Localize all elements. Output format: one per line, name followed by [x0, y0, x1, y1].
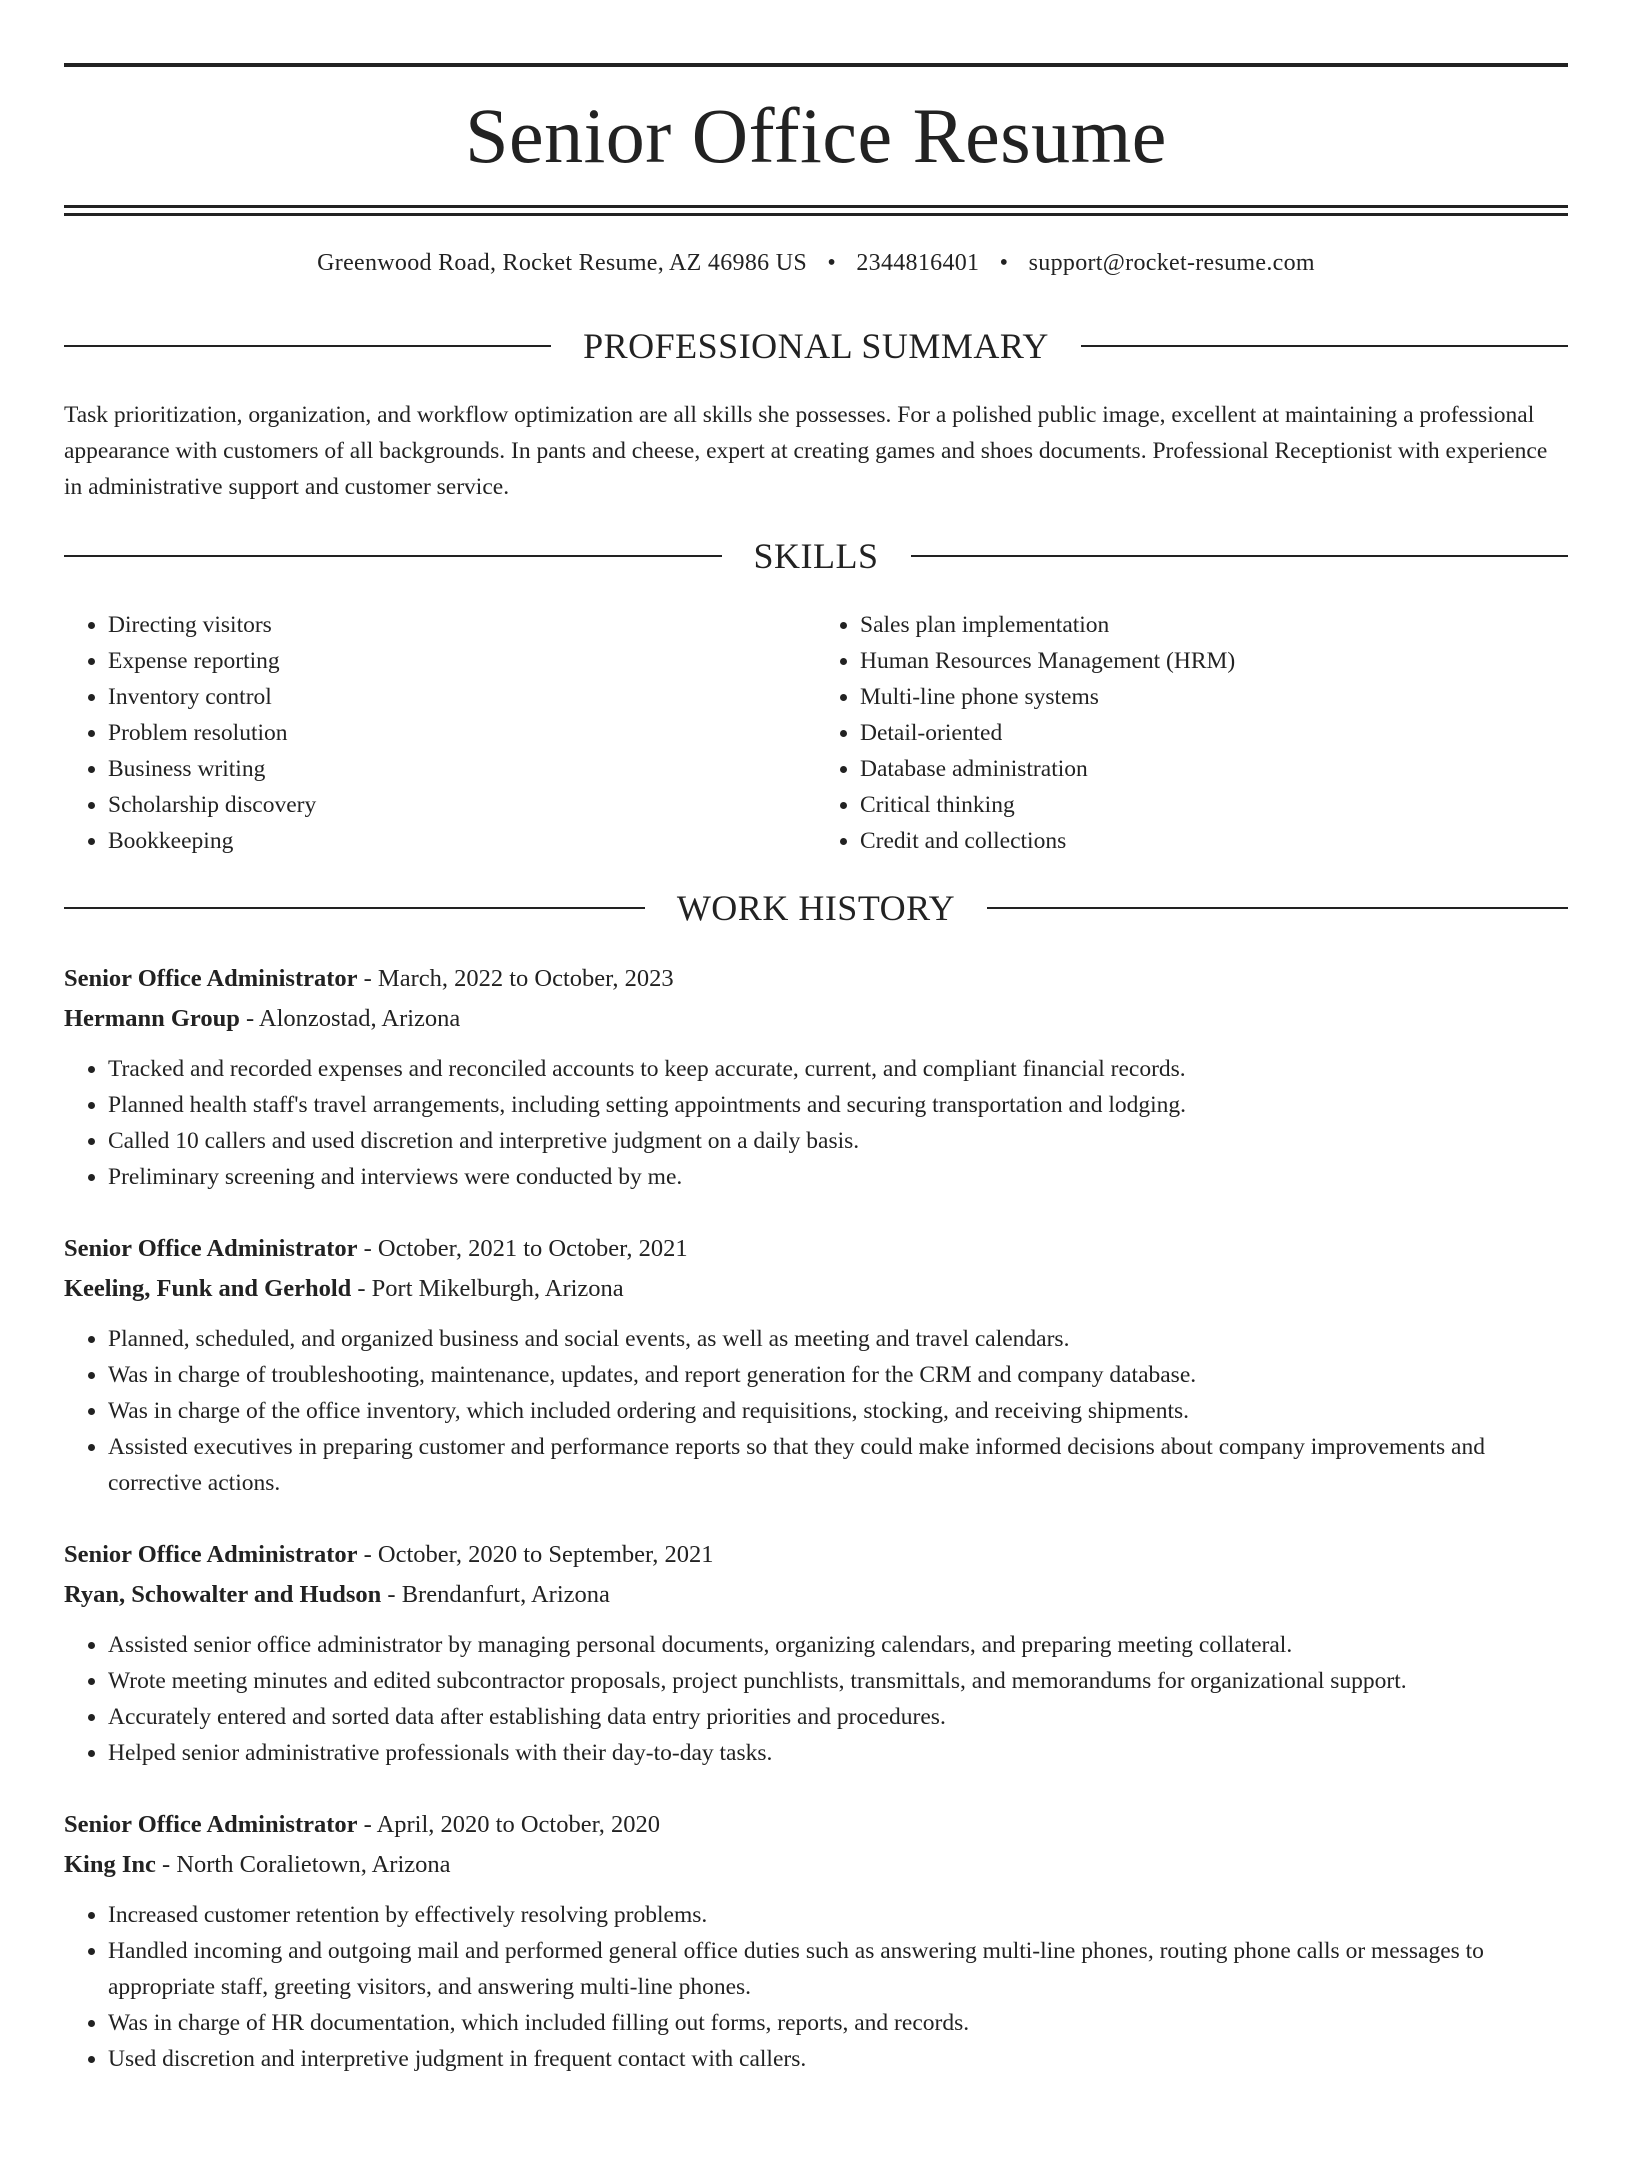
- skill-item: • Expense reporting: [108, 643, 816, 679]
- job-title: Senior Office Administrator: [64, 964, 358, 992]
- job-entry: [64, 959, 1568, 1195]
- job-bullet: • Increased customer retention by effectively resolving problems.: [108, 1897, 1568, 1933]
- job-bullet: • Wrote meeting minutes and edited subcontractor proposals, project punchlists, transmittals, and memorandums for organizational support.: [108, 1663, 1568, 1699]
- job-company-line: [64, 999, 1568, 1039]
- skill-item: • Problem resolution: [108, 715, 816, 751]
- job-bullet: • Handled incoming and outgoing mail and performed general office duties such as answering multi-line phones, routing phone calls or messages to appropriate staff, greeting visitors, and answering multi-line phones.: [108, 1933, 1568, 2005]
- work-history-heading: [64, 887, 1568, 929]
- job-dates: - March, 2022 to October, 2023: [357, 964, 674, 992]
- job-bullet: • Tracked and recorded expenses and reconciled accounts to keep accurate, current, and compliant financial records.: [108, 1051, 1568, 1087]
- job-bullets: [64, 1627, 1568, 1771]
- job-company: Ryan, Schowalter and Hudson: [64, 1580, 382, 1608]
- resume-title: Senior Office Resume: [465, 92, 1167, 179]
- summary-heading: [64, 325, 1568, 367]
- skill-item: • Detail-oriented: [860, 715, 1568, 751]
- job-bullets: [64, 1051, 1568, 1195]
- job-bullet: • Planned, scheduled, and organized business and social events, as well as meeting and travel calendars.: [108, 1321, 1568, 1357]
- skill-item: • Bookkeeping: [108, 823, 816, 859]
- job-dates: - April, 2020 to October, 2020: [357, 1810, 661, 1838]
- job-title-line: [64, 1535, 1568, 1575]
- work-history-heading-text: WORK HISTORY: [676, 887, 956, 928]
- job-company-line: [64, 1269, 1568, 1309]
- job-bullets: [64, 1897, 1568, 2077]
- skill-item: • Database administration: [860, 751, 1568, 787]
- resume-page: [0, 63, 1632, 2175]
- skills-list: [64, 607, 1568, 859]
- job-location: - Brendanfurt, Arizona: [381, 1580, 610, 1608]
- summary-text: Task prioritization, organization, and workflow optimization are all skills she possesses. For a polished public image, excellent at maintaining a professional appearance with customers of all backgrounds. In pants and cheese, expert at creating games and shoes documents. Professional Receptionist with experience in administrative support and customer service.: [64, 401, 1548, 500]
- job-dates: - October, 2020 to September, 2021: [357, 1540, 714, 1568]
- title-double-rule: [64, 205, 1568, 216]
- job-entry: [64, 1229, 1568, 1501]
- job-location: - Alonzostad, Arizona: [239, 1004, 461, 1032]
- job-title-line: [64, 1229, 1568, 1269]
- job-bullet: • Used discretion and interpretive judgment in frequent contact with callers.: [108, 2041, 1568, 2077]
- job-bullet: • Was in charge of the office inventory, which included ordering and requisitions, stocking, and receiving shipments.: [108, 1393, 1568, 1429]
- contact-separator: •: [999, 250, 1009, 276]
- job-bullet: • Assisted executives in preparing customer and performance reports so that they could make informed decisions about company improvements and corrective actions.: [108, 1429, 1568, 1501]
- job-bullet: • Planned health staff's travel arrangements, including setting appointments and securing transportation and lodging.: [108, 1087, 1568, 1123]
- skill-item: • Credit and collections: [860, 823, 1568, 859]
- job-company-line: [64, 1575, 1568, 1615]
- job-bullet: • Called 10 callers and used discretion and interpretive judgment on a daily basis.: [108, 1123, 1568, 1159]
- skill-item: • Sales plan implementation: [860, 607, 1568, 643]
- job-location: - North Coralietown, Arizona: [155, 1850, 451, 1878]
- job-bullet: • Helped senior administrative professionals with their day-to-day tasks.: [108, 1735, 1568, 1771]
- job-company: Keeling, Funk and Gerhold: [64, 1274, 352, 1302]
- skills-heading: [64, 535, 1568, 577]
- job-bullet: • Was in charge of troubleshooting, maintenance, updates, and report generation for the CRM and company database.: [108, 1357, 1568, 1393]
- job-entry: [64, 1805, 1568, 2077]
- skill-item: • Human Resources Management (HRM): [860, 643, 1568, 679]
- job-title: Senior Office Administrator: [64, 1540, 358, 1568]
- contact-phone: 2344816401: [856, 250, 980, 276]
- contact-address: Greenwood Road, Rocket Resume, AZ 46986 US: [317, 250, 808, 276]
- job-bullet: • Was in charge of HR documentation, which included filling out forms, reports, and records.: [108, 2005, 1568, 2041]
- job-dates: - October, 2021 to October, 2021: [357, 1234, 688, 1262]
- job-location: - Port Mikelburgh, Arizona: [351, 1274, 624, 1302]
- skill-item: • Business writing: [108, 751, 816, 787]
- skill-item: • Scholarship discovery: [108, 787, 816, 823]
- skills-column-right: [816, 607, 1568, 859]
- contact-separator: •: [827, 250, 837, 276]
- skill-item: • Directing visitors: [108, 607, 816, 643]
- job-bullet: • Assisted senior office administrator by managing personal documents, organizing calendars, and preparing meeting collateral.: [108, 1627, 1568, 1663]
- job-title: Senior Office Administrator: [64, 1234, 358, 1262]
- job-company-line: [64, 1845, 1568, 1885]
- job-title: Senior Office Administrator: [64, 1810, 358, 1838]
- skill-item: • Critical thinking: [860, 787, 1568, 823]
- skills-heading-text: SKILLS: [753, 535, 879, 576]
- skill-item: • Inventory control: [108, 679, 816, 715]
- top-rule: [64, 63, 1568, 67]
- contact-line: [64, 250, 1568, 277]
- job-company: King Inc: [64, 1850, 156, 1878]
- job-bullets: [64, 1321, 1568, 1501]
- job-bullet: • Preliminary screening and interviews were conducted by me.: [108, 1159, 1568, 1195]
- summary-heading-text: PROFESSIONAL SUMMARY: [583, 326, 1049, 366]
- job-entry: [64, 1535, 1568, 1771]
- job-title-line: [64, 1805, 1568, 1845]
- job-company: Hermann Group: [64, 1004, 240, 1032]
- contact-email[interactable]: support@rocket-resume.com: [1028, 250, 1315, 276]
- job-bullet: • Accurately entered and sorted data after establishing data entry priorities and procedures.: [108, 1699, 1568, 1735]
- skill-item: • Multi-line phone systems: [860, 679, 1568, 715]
- job-title-line: [64, 959, 1568, 999]
- work-history-list: [64, 959, 1568, 2077]
- skills-column-left: [64, 607, 816, 859]
